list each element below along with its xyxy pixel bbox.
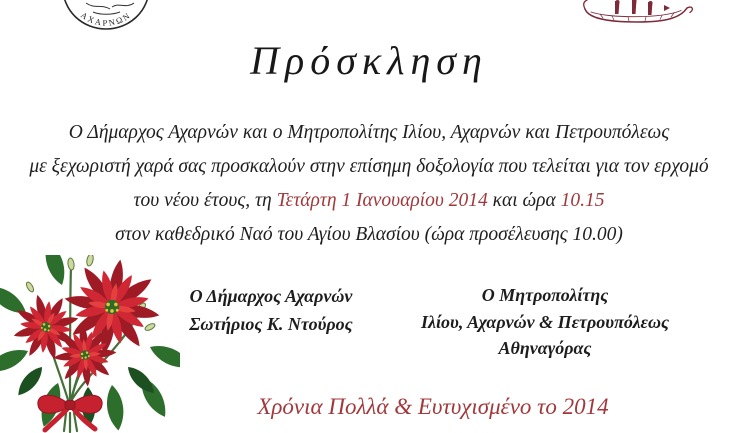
metropolitan-region: Ιλίου, Αχαρνών & Πετρουπόλεως (421, 311, 669, 332)
metropolitan-title: Ο Μητροπολίτης (481, 285, 609, 305)
invitation-body (0, 116, 738, 252)
mayor-name: Σωτήριος Κ. Ντούρος (189, 314, 353, 334)
new-year-greeting: Χρόνια Πολλά & Ευτυχισμένο το 2014 (257, 394, 609, 419)
body-line-3 (0, 184, 738, 218)
body-line-3-mid: και ώρα (487, 190, 561, 211)
event-time: 10.15 (560, 190, 605, 211)
body-line-4: στον καθεδρικό Ναό του Αγίου Βλασίου (ώρα προσέλευσης 10.00) (115, 224, 623, 245)
mayor-title: Ο Δήμαρχος Αχαρνών (189, 286, 353, 306)
metropolitan-name: Αθηναγόρας (498, 338, 592, 358)
seal-text: ΑΧΑΡΝΩΝ (79, 9, 133, 28)
body-line-1: Ο Δήμαρχος Αχαρνών και ο Μητροπολίτης Ιλίου, Αχαρνών και Πετρουπόλεως (68, 122, 670, 143)
body-line-3-text: του νέου έτους, τη (133, 190, 277, 211)
event-date: Τετάρτη 1 Ιανουαρίου 2014 (276, 190, 488, 211)
mayor-signature-block (156, 282, 386, 338)
page-title: Πρόσκληση (250, 38, 488, 83)
acharnes-coin-seal-icon (60, 0, 152, 33)
metropolitan-signature-block (402, 282, 688, 362)
body-line-2: με ξεχωριστή χαρά σας προσκαλούν στην επίσημη δοξολογία που τελείται για τον ερχομό (29, 156, 709, 177)
boat-emblem-icon (580, 0, 696, 27)
